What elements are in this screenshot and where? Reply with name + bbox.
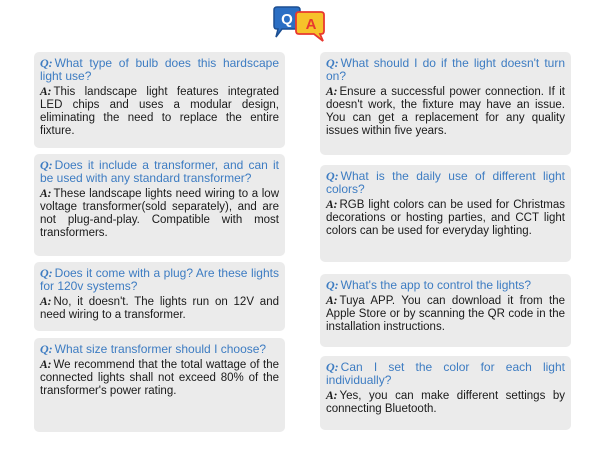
faq-answer <box>40 359 279 398</box>
question-label: Q: <box>326 56 339 70</box>
faq-question <box>326 170 565 196</box>
faq-answer <box>326 86 565 138</box>
faq-card <box>320 274 571 347</box>
faq-answer <box>326 295 565 334</box>
faq-answer-text: RGB light colors can be used for Christmas decorations or hosting parties, and CCT light colors can be used for everyday lighting. <box>326 199 565 237</box>
faq-card <box>34 154 285 256</box>
faq-answer <box>326 199 565 238</box>
faq-question-text: What type of bulb does this hardscape light use? <box>40 56 279 83</box>
answer-label: A: <box>40 188 52 200</box>
faq-question-text: Does it include a transformer, and can it be used with any standard transformer? <box>40 158 279 185</box>
question-label: Q: <box>40 56 53 70</box>
question-label: Q: <box>40 266 53 280</box>
faq-question <box>40 57 279 83</box>
faq-question-text: What's the app to control the lights? <box>340 278 532 292</box>
answer-label: A: <box>326 295 338 307</box>
faq-answer-text: Yes, you can make different settings by connecting Bluetooth. <box>326 390 565 415</box>
faq-question-text: What should I do if the light doesn't turn on? <box>326 56 565 83</box>
faq-answer-text: This landscape light features integrated LED chips and uses a modular design, eliminating the need to replace the entire fixture. <box>40 86 279 137</box>
faq-question <box>40 159 279 185</box>
faq-card <box>320 165 571 262</box>
faq-question-text: What size transformer should I choose? <box>54 342 267 356</box>
faq-question-text: Does it come with a plug? Are these lights for 120v systems? <box>40 266 279 293</box>
faq-answer-text: These landscape lights need wiring to a low voltage transformer(sold separately), and are not plug-and-play. Compatible with most transformers. <box>40 188 279 239</box>
faq-answer <box>40 296 279 322</box>
faq-answer-text: No, it doesn't. The lights run on 12V and need wiring to a transformer. <box>40 296 279 321</box>
question-label: Q: <box>40 158 53 172</box>
faq-question <box>326 57 565 83</box>
question-label: Q: <box>326 169 339 183</box>
faq-card <box>34 338 285 432</box>
faq-card <box>34 52 285 148</box>
faq-answer-text: We recommend that the total wattage of the connected lights shall not exceed 80% of the transformer's power rating. <box>40 359 279 397</box>
logo-letter-q: Q <box>281 11 293 28</box>
faq-question-text: Can I set the color for each light individually? <box>326 360 565 387</box>
faq-card <box>320 52 571 155</box>
faq-answer-text: Tuya APP. You can download it from the Apple Store or by scanning the QR code in the installation instructions. <box>326 295 565 333</box>
logo-letter-a: A <box>305 16 317 33</box>
answer-label: A: <box>40 86 52 98</box>
faq-question-text: What is the daily use of different light colors? <box>326 169 565 196</box>
faq-question <box>40 267 279 293</box>
answer-label: A: <box>326 199 338 211</box>
question-label: Q: <box>326 278 339 292</box>
faq-question <box>326 279 565 292</box>
answer-label: A: <box>40 296 52 308</box>
faq-question <box>40 343 279 356</box>
faq-card <box>34 262 285 331</box>
faq-answer <box>40 86 279 138</box>
answer-label: A: <box>40 359 52 371</box>
faq-answer-text: Ensure a successful power connection. If it doesn't work, the fixture may have an issue. You can get a replacement for any quality issues within five years. <box>326 86 565 137</box>
answer-label: A: <box>326 390 338 402</box>
faq-answer <box>326 390 565 416</box>
answer-label: A: <box>326 86 338 98</box>
faq-question <box>326 361 565 387</box>
faq-card <box>320 356 571 430</box>
question-label: Q: <box>40 342 53 356</box>
question-label: Q: <box>326 360 339 374</box>
qa-logo-icon <box>270 6 330 42</box>
faq-answer <box>40 188 279 240</box>
